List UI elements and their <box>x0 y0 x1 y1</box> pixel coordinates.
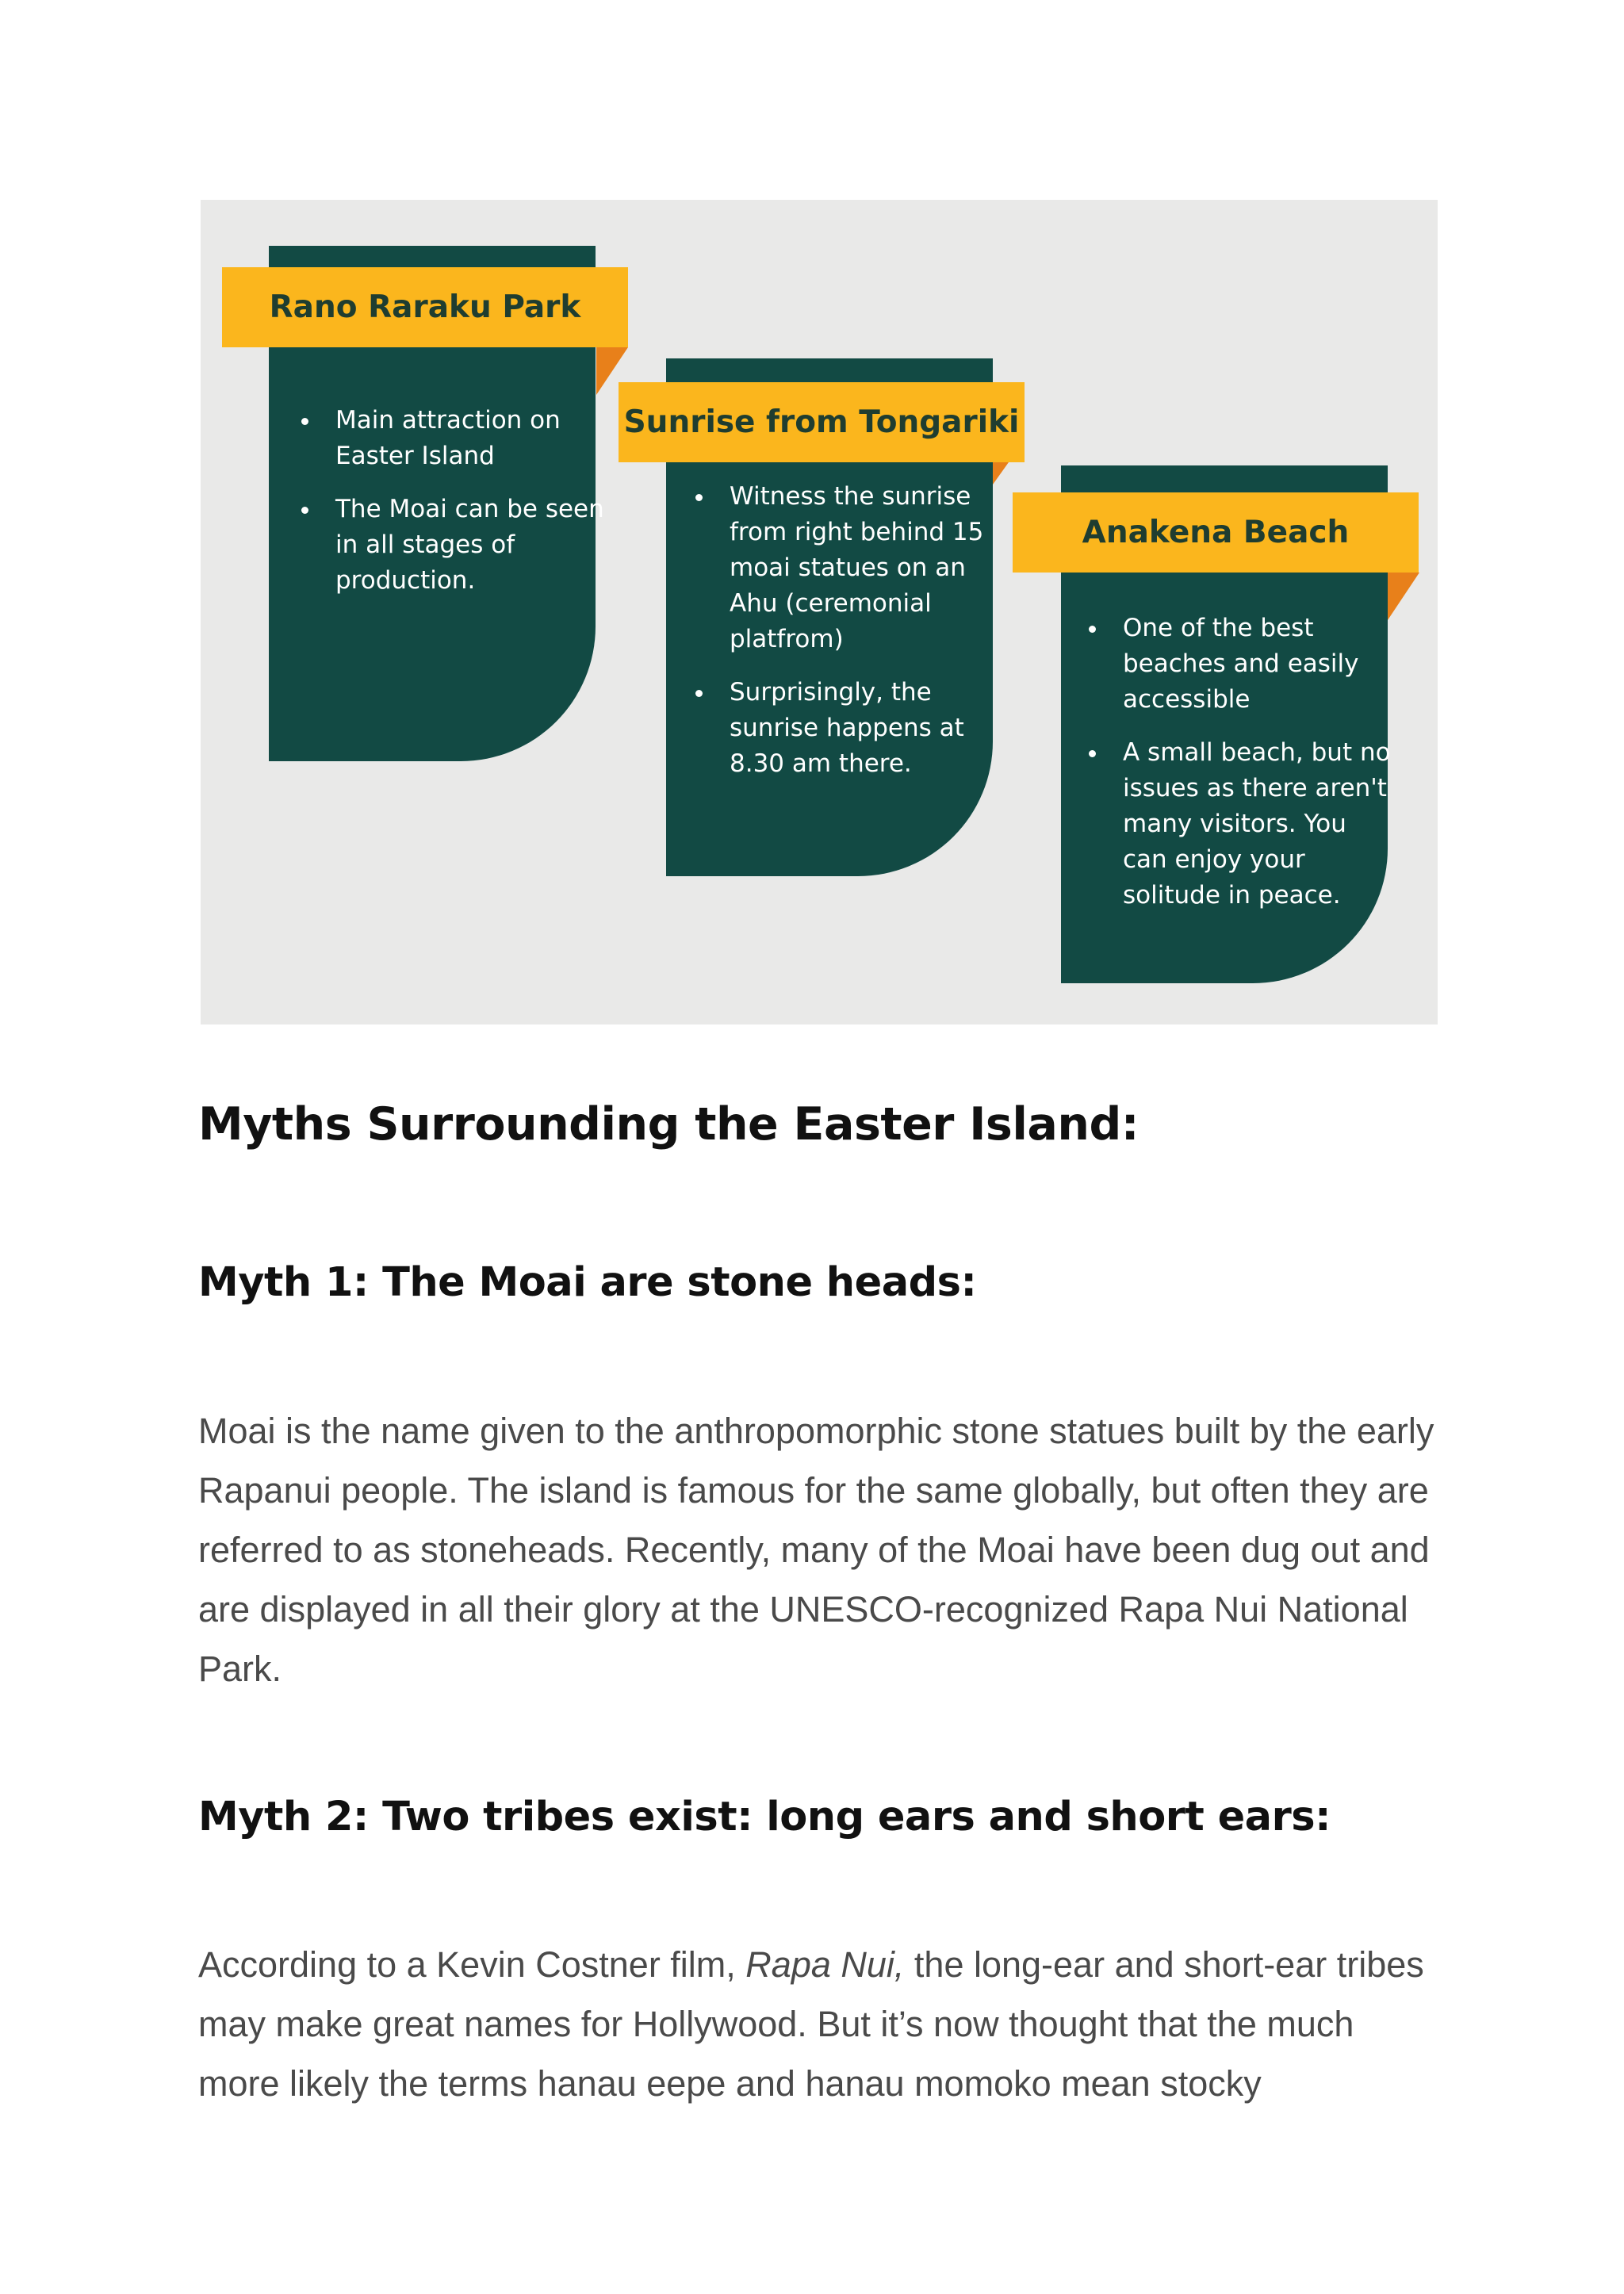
bullet-item: One of the best beaches and easily accessible <box>1123 611 1396 718</box>
card-bullets <box>1085 611 1396 931</box>
bullet-item: Main attraction on Easter Island <box>335 403 621 474</box>
myth-2-title: Myth 2: Two tribes exist: long ears and short ears: <box>198 1794 1331 1840</box>
ribbon-fold <box>1388 573 1419 620</box>
card-title: Rano Raraku Park <box>269 289 581 325</box>
ribbon-anakena <box>1013 492 1419 573</box>
film-title: Rapa Nui, <box>745 1944 905 1985</box>
card-bullets <box>297 403 621 616</box>
ribbon-fold <box>993 462 1009 484</box>
card-title: Sunrise from Tongariki <box>623 404 1020 440</box>
bullet-item: The Moai can be seen in all stages of production. <box>335 492 621 599</box>
card-bullets <box>691 479 1007 799</box>
bullet-item: Witness the sunrise from right behind 15 moai statues on an Ahu (ceremonial platfrom) <box>730 479 1007 657</box>
myth-2-paragraph <box>198 1935 1435 2113</box>
myth-1-title: Myth 1: The Moai are stone heads: <box>198 1259 977 1306</box>
myth-1-paragraph: Moai is the name given to the anthropomorphic stone statues built by the early Rapanui people. The island is famous for the same globally, but often they are referred to as stoneheads. Recently, many of the Moai have been dug out and are displayed in all their glory at the UNESCO-recognized Rapa Nui National Park. <box>198 1411 1434 1689</box>
bullet-item: Surprisingly, the sunrise happens at 8.30 am there. <box>730 675 1007 782</box>
card-title: Anakena Beach <box>1082 515 1350 550</box>
ribbon-tongariki <box>619 382 1025 462</box>
bullet-item: A small beach, but no issues as there aren't many visitors. You can enjoy your solitude in peace. <box>1123 735 1396 913</box>
section-heading: Myths Surrounding the Easter Island: <box>198 1098 1139 1151</box>
myth-2-text-start: According to a Kevin Costner film, <box>198 1944 746 1985</box>
infographic-image <box>201 200 1438 1024</box>
ribbon-rano-raraku <box>222 267 628 347</box>
myth-2-text-end: the long-ear and short-ear tribes may make great names for Hollywood. But it’s now thought that the much more likely the terms hanau eepe and hanau momoko mean stocky <box>198 1944 1424 2104</box>
